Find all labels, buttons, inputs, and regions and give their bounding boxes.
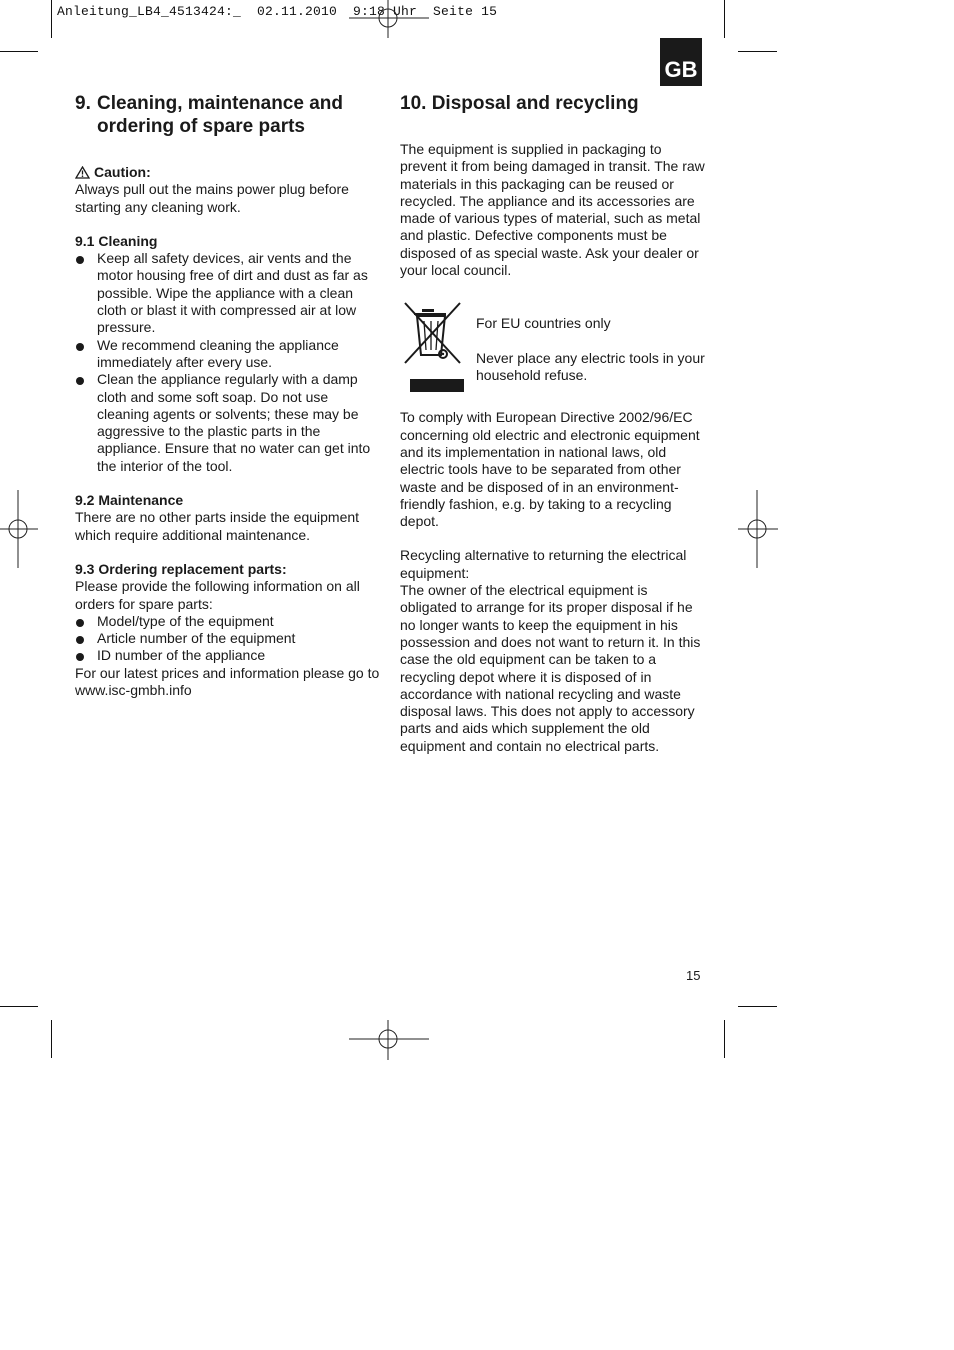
registration-mark-bottom bbox=[349, 1020, 429, 1060]
crop-mark bbox=[724, 1020, 725, 1058]
bullet-icon bbox=[76, 377, 84, 385]
crop-mark bbox=[738, 1006, 777, 1007]
eu-only-text: For EU countries only bbox=[476, 315, 611, 332]
registration-mark-right bbox=[738, 490, 778, 568]
left-column bbox=[75, 92, 380, 699]
page-number: 15 bbox=[686, 968, 701, 983]
list-item: ID number of the appliance bbox=[75, 647, 380, 664]
registration-mark-left bbox=[0, 490, 38, 568]
bullet-icon bbox=[76, 619, 84, 627]
crossed-out-bin-icon bbox=[400, 299, 466, 395]
registration-mark-top bbox=[349, 0, 429, 38]
crop-mark bbox=[51, 1020, 52, 1058]
print-slug: Anleitung_LB4_4513424:_ 02.11.2010 9:18 Uhr Seite 15 bbox=[57, 4, 498, 19]
never-place-text: Never place any electric tools in your household refuse. bbox=[476, 349, 705, 383]
language-tab: GB bbox=[660, 38, 702, 86]
bullet-icon bbox=[76, 653, 84, 661]
alternative-title: Recycling alternative to returning the electrical equipment: bbox=[400, 547, 687, 581]
crop-mark bbox=[51, 0, 52, 38]
cleaning-title: 9.1 Cleaning bbox=[75, 232, 158, 249]
weee-text bbox=[476, 299, 705, 395]
crop-mark bbox=[0, 1006, 38, 1007]
caution-text: Always pull out the mains power plug before starting any cleaning work. bbox=[75, 181, 349, 215]
bullet-icon bbox=[76, 343, 84, 351]
section-9-number: 9. bbox=[75, 93, 91, 114]
section-9-heading bbox=[75, 92, 380, 138]
disposal-intro: The equipment is supplied in packaging to prevent it from being damaged in transit. The raw materials in this packaging can be reused or recycled. The appliance and its accessories are made of various types of material, such as metal and plastic. Defective components must be disposed of as special waste. Ask your dealer or your local council. bbox=[400, 141, 705, 279]
maintenance-text: There are no other parts inside the equipment which require additional maintenance. bbox=[75, 509, 360, 543]
list-item: Clean the appliance regularly with a damp cloth and some soft soap. Do not use cleaning agents or solvents; these may be aggressive to the plastic parts in the appliance. Ensure that no water can get into the interior of the tool. bbox=[75, 371, 380, 475]
ordering-list bbox=[75, 613, 380, 665]
section-9-title: Cleaning, maintenance and ordering of spare parts bbox=[97, 93, 343, 137]
alternative-text: The owner of the electrical equipment is obligated to arrange for its proper disposal if he no longer wants to keep the equipment in his possession and does not want to return it. In this case the old equipment can be taken to a recycling depot where it is disposed of in accordance with national recycling and waste disposal laws. This does not apply to accessory parts and aids which supplement the old equipment and contain no electrical parts. bbox=[400, 582, 701, 754]
warning-triangle-icon bbox=[75, 166, 90, 179]
caution-heading bbox=[75, 164, 380, 181]
ordering-title: 9.3 Ordering replacement parts: bbox=[75, 560, 287, 577]
crop-mark bbox=[738, 51, 777, 52]
cleaning-list bbox=[75, 250, 380, 475]
bullet-icon bbox=[76, 256, 84, 264]
list-item: Keep all safety devices, air vents and the motor housing free of dirt and dust as far as possible. Wipe the appliance with a clean cloth or blast it with compressed air at low pressure. bbox=[75, 250, 380, 336]
section-10-heading: 10. Disposal and recycling bbox=[400, 93, 639, 114]
list-item: Article number of the equipment bbox=[75, 630, 380, 647]
right-column bbox=[400, 92, 705, 755]
directive-text: To comply with European Directive 2002/96/EC concerning old electric and electronic equipment and its implementation in national laws, old electric tools have to be separated from other waste and be disposed of in an environment-friendly fashion, e.g. by taking to a recycling depot. bbox=[400, 409, 700, 530]
maintenance-title: 9.2 Maintenance bbox=[75, 492, 184, 509]
ordering-outro: For our latest prices and information please go to www.isc-gmbh.info bbox=[75, 664, 380, 699]
weee-notice bbox=[400, 299, 705, 395]
crop-mark bbox=[724, 0, 725, 38]
crop-mark bbox=[0, 51, 38, 52]
list-item: We recommend cleaning the appliance immediately after every use. bbox=[75, 337, 380, 372]
caution-label: Caution: bbox=[94, 164, 151, 180]
list-item: Model/type of the equipment bbox=[75, 613, 380, 630]
ordering-intro: Please provide the following information on all orders for spare parts: bbox=[75, 578, 360, 612]
bullet-icon bbox=[76, 636, 84, 644]
